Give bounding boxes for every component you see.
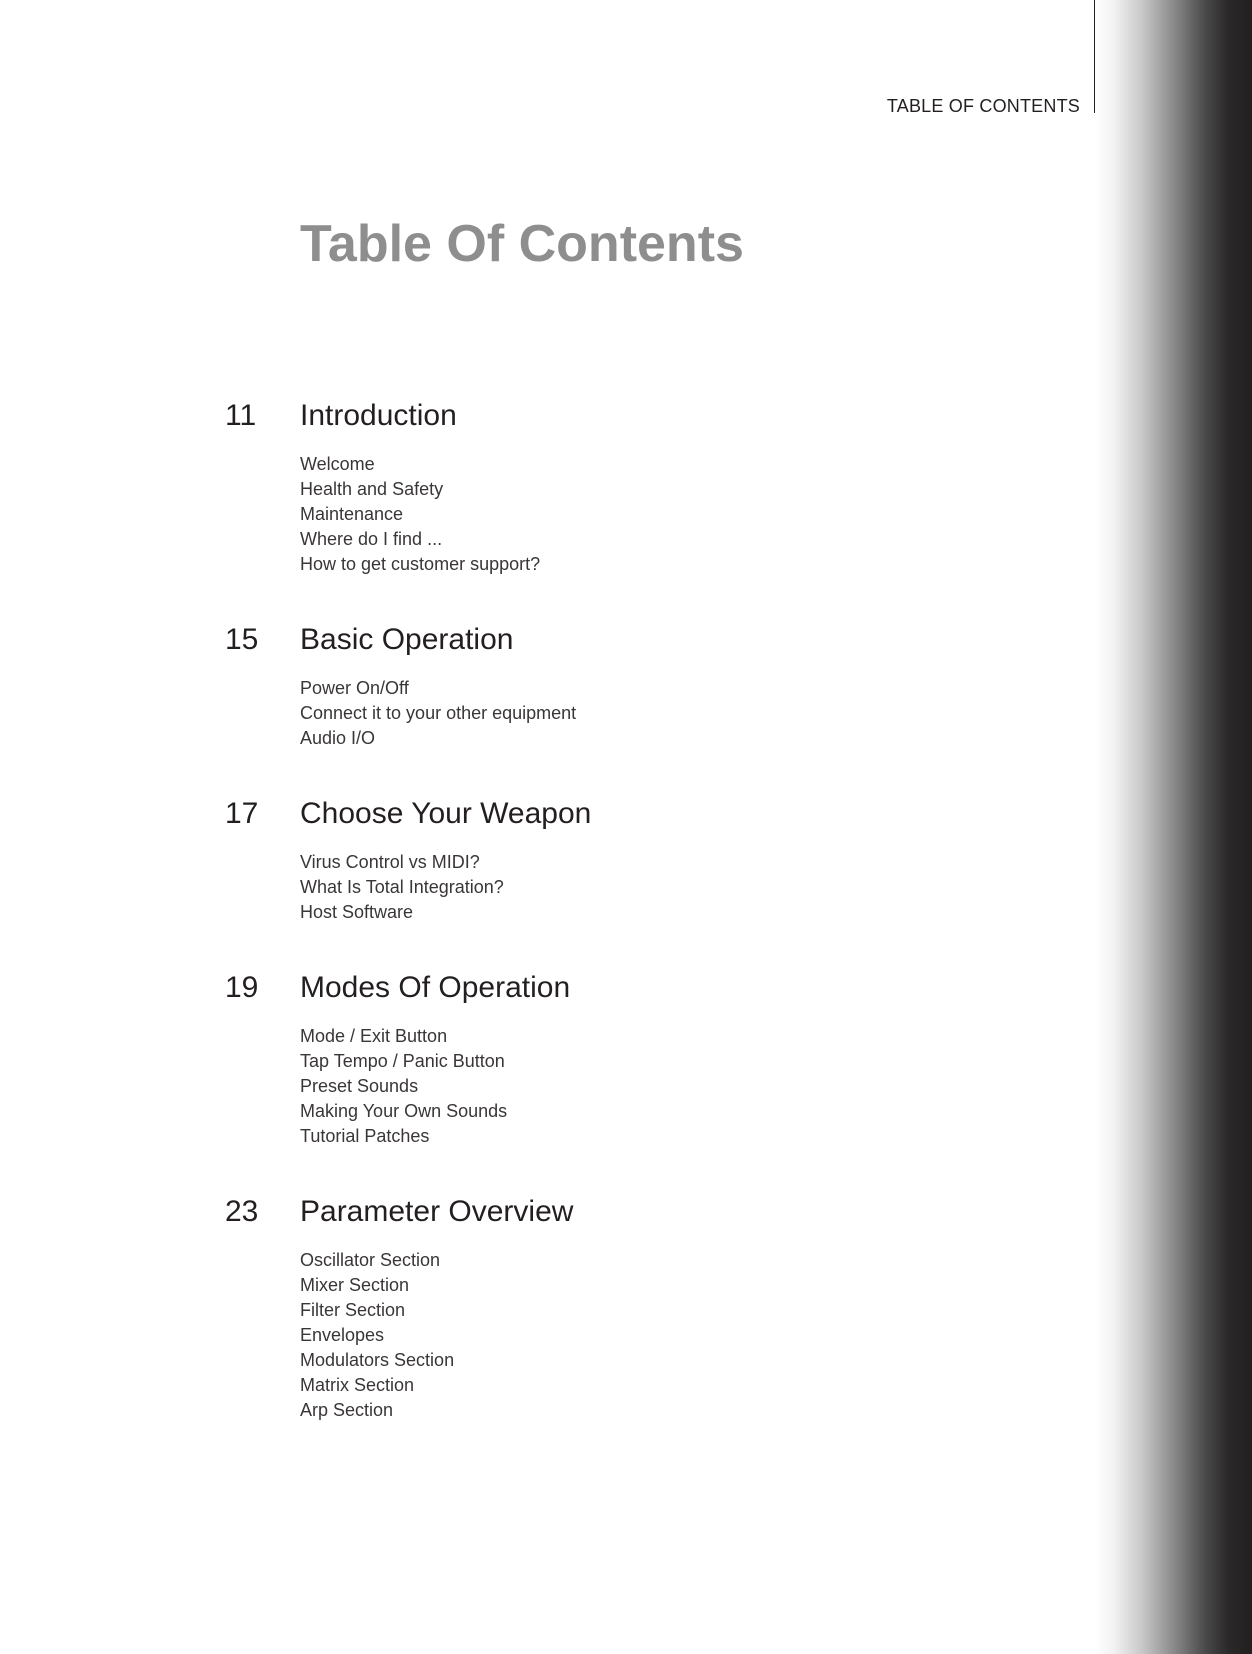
section-page-number[interactable]: 23: [225, 1195, 259, 1228]
section-items: [0, 834, 1000, 925]
toc-item[interactable]: What Is Total Integration?: [300, 877, 504, 897]
section-page-number[interactable]: 19: [225, 971, 259, 1004]
toc-section-modes-of-operation: [0, 968, 1000, 1149]
toc-section-basic-operation: [0, 620, 1000, 751]
toc-item[interactable]: Mode / Exit Button: [300, 1026, 448, 1046]
toc-item[interactable]: Arp Section: [300, 1400, 394, 1420]
section-head: [0, 794, 1000, 834]
section-title[interactable]: Choose Your Weapon: [300, 797, 592, 830]
toc-item[interactable]: Audio I/O: [300, 728, 376, 748]
section-items: [0, 1008, 1000, 1149]
toc-section-introduction: [0, 396, 1000, 577]
toc-item[interactable]: Where do I find ...: [300, 529, 443, 549]
toc-item[interactable]: Virus Control vs MIDI?: [300, 852, 480, 872]
toc-item[interactable]: Mixer Section: [300, 1275, 410, 1295]
section-page-number[interactable]: 11: [225, 399, 257, 432]
section-title[interactable]: Introduction: [300, 399, 457, 432]
section-page-number[interactable]: 15: [225, 623, 259, 656]
toc-item[interactable]: Tap Tempo / Panic Button: [300, 1051, 505, 1071]
running-header: TABLE OF CONTENTS: [886, 96, 1080, 116]
page-title: Table Of Contents: [300, 215, 744, 273]
toc-item[interactable]: Modulators Section: [300, 1350, 455, 1370]
section-head: [0, 1192, 1000, 1232]
section-items: [0, 436, 1000, 577]
toc-item[interactable]: Preset Sounds: [300, 1076, 419, 1096]
header-rule: [1094, 0, 1095, 113]
toc-item[interactable]: Tutorial Patches: [300, 1126, 430, 1146]
section-title[interactable]: Parameter Overview: [300, 1195, 574, 1228]
toc-item[interactable]: Maintenance: [300, 504, 404, 524]
toc-item[interactable]: Making Your Own Sounds: [300, 1101, 508, 1121]
section-head: [0, 396, 1000, 436]
section-items: [0, 1232, 1000, 1423]
section-page-number[interactable]: 17: [225, 797, 259, 830]
toc-item[interactable]: How to get customer support?: [300, 554, 541, 574]
toc-item[interactable]: Welcome: [300, 454, 375, 474]
toc-sections: [0, 396, 1000, 1466]
page-edge-shadow: [1095, 0, 1252, 1654]
toc-section-parameter-overview: [0, 1192, 1000, 1423]
toc-item[interactable]: Oscillator Section: [300, 1250, 441, 1270]
toc-item[interactable]: Matrix Section: [300, 1375, 415, 1395]
toc-item[interactable]: Connect it to your other equipment: [300, 703, 577, 723]
toc-item[interactable]: Power On/Off: [300, 678, 409, 698]
toc-item[interactable]: Filter Section: [300, 1300, 406, 1320]
toc-item[interactable]: Health and Safety: [300, 479, 444, 499]
section-items: [0, 660, 1000, 751]
toc-item[interactable]: Host Software: [300, 902, 414, 922]
toc-item[interactable]: Envelopes: [300, 1325, 385, 1345]
section-head: [0, 620, 1000, 660]
section-head: [0, 968, 1000, 1008]
section-title[interactable]: Modes Of Operation: [300, 971, 571, 1004]
section-title[interactable]: Basic Operation: [300, 623, 514, 656]
toc-section-choose-your-weapon: [0, 794, 1000, 925]
